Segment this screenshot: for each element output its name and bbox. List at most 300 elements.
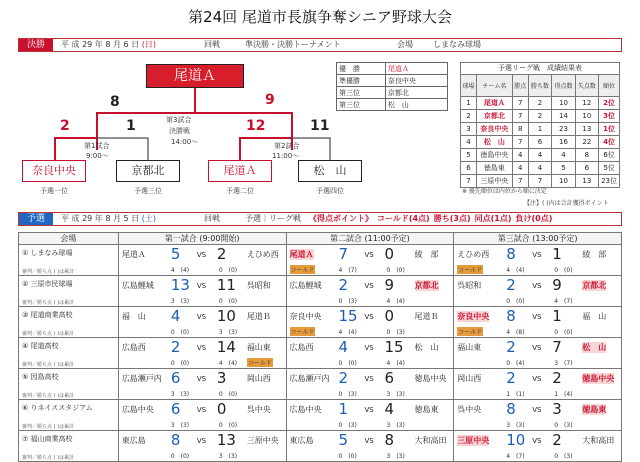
- points-b: 0 (0): [218, 267, 238, 274]
- score-b: 2: [552, 431, 562, 449]
- legend-item: 負け(0点): [515, 214, 553, 223]
- team-b: 徳島東: [582, 405, 607, 414]
- game-cell: [118, 369, 286, 400]
- venue-name: ⑦ 福山商業高校: [22, 435, 73, 443]
- game2-label: 第2試合: [274, 142, 300, 150]
- points-b: 3 (3): [386, 391, 405, 398]
- league-header: 失点数: [575, 75, 598, 97]
- points-b: 4 (7): [554, 298, 573, 305]
- vs-label: VS: [532, 375, 542, 383]
- points-b: 3 (7): [554, 360, 573, 367]
- finals-venue-label: 会場: [397, 40, 413, 49]
- league-title: 予選リーグ戦 成績結果表: [460, 62, 620, 74]
- cold-tag: コールド: [290, 267, 315, 274]
- team-b: 岡山西: [246, 374, 271, 383]
- ranking-row: [337, 87, 448, 99]
- prelim-schedule-table: [18, 232, 622, 462]
- schedule-row: [19, 369, 622, 400]
- league-cell-l: 22: [575, 136, 598, 149]
- league-cell-no: 1: [461, 97, 477, 110]
- points-legend: [309, 213, 556, 225]
- finals-round-value: 準決勝・決勝トーナメント: [245, 40, 341, 49]
- league-cell-l: 12: [575, 97, 598, 110]
- score-b: 9: [384, 276, 395, 294]
- score-b: 2: [552, 369, 562, 387]
- game-cell: [118, 307, 286, 338]
- points-b: 0 (0): [386, 267, 405, 274]
- score-a: 4: [338, 338, 349, 356]
- score-b: 4: [384, 400, 395, 418]
- venue-cell: [19, 431, 119, 462]
- team-b: 綾 部: [414, 250, 439, 259]
- game-cell: [286, 276, 454, 307]
- game-cell: [118, 276, 286, 307]
- prelim-badge: 予選: [19, 213, 53, 225]
- game3-label: 第3試合: [166, 116, 192, 124]
- rank-label: 第三位: [337, 87, 386, 99]
- points-a: 3 (3): [170, 391, 190, 398]
- points-a: 0 (3): [338, 298, 357, 305]
- team-b: 尾道Ｂ: [246, 312, 271, 321]
- points-a: 0 (4): [506, 360, 525, 367]
- points-b: 0 (0): [554, 329, 573, 336]
- score-a: 8: [506, 307, 516, 325]
- league-cell-w: 7: [528, 175, 551, 188]
- league-cell-rank: 4位: [599, 136, 620, 149]
- game2-time: 11:00～: [272, 152, 300, 160]
- league-cell-r: 4: [552, 149, 575, 162]
- team-a: 岡山西: [457, 374, 482, 383]
- league-cell-rank: 6位: [599, 149, 620, 162]
- vs-label: VS: [196, 313, 207, 321]
- points-a: 0 (0): [338, 360, 357, 367]
- schedule-row: [19, 338, 622, 369]
- ranking-row: [337, 75, 448, 87]
- game-cell: [454, 431, 622, 462]
- league-cell-rank: 1位: [599, 123, 620, 136]
- game-cell: [454, 276, 622, 307]
- score-a: 2: [506, 369, 516, 387]
- game-cell: [118, 400, 286, 431]
- team-b: えひめ西: [246, 250, 279, 259]
- page-title: 第24回 尾道市長旗争奪シニア野球大会: [188, 8, 452, 26]
- vs-label: VS: [532, 344, 542, 352]
- game-cell: [118, 431, 286, 462]
- game-cell: [286, 245, 454, 276]
- venue-cell: [19, 245, 119, 276]
- schedule-row: [19, 245, 622, 276]
- venue-name: ⑤ 因島高校: [22, 373, 59, 381]
- score-a: 2: [170, 338, 181, 356]
- score-a: 7: [338, 245, 349, 263]
- points-a: 4 (4): [170, 267, 190, 274]
- champion-box: 尾道Ａ: [146, 64, 244, 88]
- rank-team: 奈良中央: [385, 75, 447, 87]
- league-cell-no: 4: [461, 136, 477, 149]
- team-a: 広島鯉城: [289, 281, 322, 290]
- score-b: 8: [384, 431, 395, 449]
- league-cell-r: 14: [552, 110, 575, 123]
- score-b: 1: [552, 245, 562, 263]
- vs-label: VS: [364, 313, 374, 321]
- score-b: 2: [216, 245, 227, 263]
- team-a: 東広島: [121, 436, 146, 445]
- league-cell-w: 4: [528, 162, 551, 175]
- final-left-score: 8: [110, 94, 120, 110]
- team-a: 奈良中央: [289, 312, 322, 321]
- score-a: 2: [506, 276, 516, 294]
- game-cell: [286, 338, 454, 369]
- team-a: 広島中央: [289, 405, 322, 414]
- league-note-2: 【注】( )内は合計獲得ポイント: [524, 200, 609, 207]
- points-b: 4 (4): [386, 360, 405, 367]
- league-cell-r: 5: [552, 162, 575, 175]
- vs-label: VS: [364, 282, 374, 290]
- game1-left-score: 2: [60, 118, 70, 134]
- team-a: 奈良中央: [457, 312, 490, 321]
- prelim-header: [18, 212, 622, 226]
- score-a: 2: [338, 369, 349, 387]
- league-row: [461, 136, 620, 149]
- venue-name: ④ 尾道高校: [22, 342, 59, 350]
- team-a: 広島瀬戸内: [121, 374, 162, 383]
- venue-footnote: 審判／勝ち点 ( )は累計: [22, 362, 75, 368]
- points-a: 4 (7): [338, 267, 357, 274]
- game2-right-score: 11: [310, 118, 330, 134]
- score-b: 14: [216, 338, 236, 356]
- league-note-1: ※ 優先順位は内位から順に決定: [462, 188, 547, 195]
- schedule-row: [19, 276, 622, 307]
- points-a: 0 (0): [170, 360, 190, 367]
- venue-cell: [19, 400, 119, 431]
- points-b: 3 (3): [218, 453, 238, 460]
- points-b: 3 (3): [386, 422, 405, 429]
- game2-left-score: 12: [246, 118, 266, 134]
- vs-label: VS: [532, 251, 542, 259]
- team-a: 尾道Ａ: [289, 250, 314, 259]
- league-cell-r: 10: [552, 97, 575, 110]
- schedule-row: [19, 400, 622, 431]
- team-a: 広島瀬戸内: [289, 374, 330, 383]
- score-b: 7: [552, 338, 562, 356]
- league-cell-l: 6: [575, 162, 598, 175]
- team-a: 尾道Ａ: [121, 250, 146, 259]
- team-b: 呉中央: [246, 405, 271, 414]
- score-b: 3: [216, 369, 227, 387]
- game-cell: [286, 431, 454, 462]
- points-b: 4 (4): [386, 298, 405, 305]
- score-a: 2: [338, 276, 349, 294]
- score-b: 0: [384, 307, 395, 325]
- vs-label: VS: [196, 375, 207, 383]
- league-cell-l: 8: [575, 149, 598, 162]
- team-a: 福 山: [121, 312, 146, 321]
- team-a: 広島中央: [121, 405, 154, 414]
- team-b: 松 山: [414, 343, 439, 352]
- venue-footnote: 審判／勝ち点 ( )は累計: [22, 269, 75, 275]
- points-a: 3 (3): [506, 422, 525, 429]
- team-a: 福山東: [457, 343, 482, 352]
- finals-date: 平 成 29 年 8 月 6 日 (日): [61, 40, 156, 49]
- points-a: 0 (0): [338, 453, 357, 460]
- league-cell-no: 3: [461, 123, 477, 136]
- schedule-row: [19, 431, 622, 462]
- league-row: [461, 123, 620, 136]
- venue-cell: [19, 276, 119, 307]
- game-cell: [118, 338, 286, 369]
- prelim-round-value: 予選｜リーグ戦: [245, 214, 301, 223]
- points-b: 3 (3): [386, 453, 405, 460]
- team-b: 徳島中央: [582, 374, 615, 383]
- league-cell-pts: 7: [512, 110, 528, 123]
- league-row: [461, 97, 620, 110]
- score-b: 11: [216, 276, 236, 294]
- team-box-1: 奈良中央: [22, 160, 86, 182]
- league-row: [461, 110, 620, 123]
- legend-item: 《得点ポイント》: [309, 214, 373, 223]
- league-cell-team: 徳島中央: [477, 149, 513, 162]
- score-b: 1: [552, 307, 562, 325]
- vs-label: VS: [196, 251, 207, 259]
- league-cell-pts: 8: [512, 123, 528, 136]
- venue-footnote: 審判／勝ち点 ( )は累計: [22, 424, 75, 430]
- points-a: 1 (1): [506, 391, 525, 398]
- vs-label: VS: [364, 437, 374, 445]
- score-a: 8: [506, 245, 516, 263]
- league-cell-l: 10: [575, 110, 598, 123]
- vs-label: VS: [532, 437, 542, 445]
- col-game1: 第一試合 (9:00開始): [118, 233, 286, 245]
- venue-footnote: 審判／勝ち点 ( )は累計: [22, 393, 75, 399]
- score-a: 2: [506, 338, 516, 356]
- venue-name: ② 三原市民球場: [22, 280, 73, 288]
- col-game3: 第三試合 (13:00予定): [454, 233, 622, 245]
- points-b: 0 (0): [218, 298, 238, 305]
- cold-tag: コールド: [290, 329, 315, 336]
- final-ranking-table: [336, 62, 448, 111]
- score-a: 5: [338, 431, 349, 449]
- team-seed-4: 予選四位: [316, 187, 344, 195]
- rank-team: 京都北: [385, 87, 447, 99]
- league-cell-rank: 2位: [599, 97, 620, 110]
- league-cell-l: 13: [575, 123, 598, 136]
- game-cell: [286, 400, 454, 431]
- score-b: 9: [552, 276, 562, 294]
- team-b: 福山東: [246, 343, 271, 352]
- league-header: 球場: [461, 75, 477, 97]
- league-cell-rank: 23位: [599, 175, 620, 188]
- vs-label: VS: [196, 344, 207, 352]
- team-a: 呉昭和: [457, 281, 482, 290]
- points-a: 0 (0): [170, 329, 190, 336]
- prelim-round-label: 回戦: [204, 214, 220, 223]
- cold-tag: コールド: [458, 329, 483, 336]
- vs-label: VS: [532, 406, 542, 414]
- cold-tag: コールド: [458, 267, 483, 274]
- score-a: 15: [338, 307, 358, 325]
- prelim-date: 平 成 29 年 8 月 5 日 (土): [61, 214, 156, 223]
- vs-label: VS: [196, 282, 207, 290]
- league-header: 順位: [599, 75, 620, 97]
- league-cell-pts: 7: [512, 175, 528, 188]
- team-seed-3: 予選二位: [226, 187, 254, 195]
- team-b: 京都北: [582, 281, 607, 290]
- score-a: 10: [506, 431, 526, 449]
- league-cell-w: 2: [528, 110, 551, 123]
- league-header: 勝点: [512, 75, 528, 97]
- score-b: 6: [384, 369, 395, 387]
- vs-label: VS: [532, 313, 542, 321]
- rank-label: 第三位: [337, 99, 386, 111]
- league-cell-team: 松 山: [477, 136, 513, 149]
- venue-cell: [19, 338, 119, 369]
- col-game2: 第二試合 (11:00予定): [286, 233, 454, 245]
- league-cell-w: 2: [528, 97, 551, 110]
- rank-label: 準優勝: [337, 75, 386, 87]
- team-a: えひめ西: [457, 250, 490, 259]
- rank-team: 尾道Ａ: [385, 63, 447, 75]
- schedule-row: [19, 307, 622, 338]
- team-a: 広島西: [289, 343, 314, 352]
- league-cell-no: 7: [461, 175, 477, 188]
- vs-label: VS: [196, 406, 207, 414]
- game-cell: [454, 245, 622, 276]
- venue-footnote: 審判／勝ち点 ( )は累計: [22, 300, 75, 306]
- game1-time: 9:00～: [86, 152, 109, 160]
- score-b: 13: [216, 431, 236, 449]
- score-a: 13: [170, 276, 190, 294]
- league-cell-pts: 7: [512, 136, 528, 149]
- league-cell-team: 尾道Ａ: [477, 97, 513, 110]
- team-b: 呉昭和: [246, 281, 271, 290]
- league-cell-pts: 4: [512, 149, 528, 162]
- points-a: 3 (3): [170, 422, 190, 429]
- points-a: 0 (3): [338, 391, 357, 398]
- league-row: [461, 149, 620, 162]
- points-b: 0 (3): [554, 422, 573, 429]
- venue-cell: [19, 369, 119, 400]
- league-cell-no: 2: [461, 110, 477, 123]
- game1-right-score: 1: [126, 118, 136, 134]
- venue-name: ③ 尾道商業高校: [22, 311, 73, 319]
- score-a: 8: [506, 400, 516, 418]
- game-cell: [454, 338, 622, 369]
- league-cell-no: 6: [461, 162, 477, 175]
- game3-sub: 決勝戦: [169, 127, 190, 135]
- team-b: 大和高田: [582, 436, 615, 445]
- points-b: 3 (3): [218, 329, 238, 336]
- points-a: 4 (4): [506, 267, 525, 274]
- rank-team: 松 山: [385, 99, 447, 111]
- points-a: 0 (0): [170, 453, 190, 460]
- finals-venue-value: しまなみ球場: [433, 40, 481, 49]
- score-a: 1: [338, 400, 349, 418]
- game-cell: [454, 307, 622, 338]
- finals-badge: 決勝: [19, 39, 53, 51]
- col-venue: 会場: [19, 233, 119, 245]
- team-b: 大和高田: [414, 436, 447, 445]
- game-cell: [454, 369, 622, 400]
- vs-label: VS: [364, 406, 374, 414]
- score-a: 4: [170, 307, 181, 325]
- rank-label: 優 勝: [337, 63, 386, 75]
- team-b: 徳島中央: [414, 374, 447, 383]
- points-a: 0 (0): [506, 298, 525, 305]
- team-seed-1: 予選一位: [40, 187, 68, 195]
- league-table: [460, 74, 620, 188]
- points-a: 4 (7): [506, 453, 525, 460]
- league-header: チーム名: [477, 75, 513, 97]
- points-a: 4 (8): [506, 329, 525, 336]
- venue-name: ⑥ りネイススタジアム: [22, 404, 93, 412]
- team-box-3: 尾道Ａ: [208, 160, 272, 182]
- venue-footnote: 審判／勝ち点 ( )は累計: [22, 455, 75, 461]
- score-a: 5: [170, 245, 181, 263]
- league-cell-pts: 7: [512, 97, 528, 110]
- points-a: 4 (4): [338, 329, 357, 336]
- league-cell-team: 奈良中央: [477, 123, 513, 136]
- venue-name: ① しまなみ球場: [22, 249, 73, 257]
- team-box-2: 京都北: [116, 160, 180, 182]
- score-a: 8: [170, 431, 181, 449]
- points-b: 4 (4): [218, 360, 238, 367]
- score-a: 6: [170, 369, 181, 387]
- score-b: 10: [216, 307, 236, 325]
- points-b: 0 (0): [218, 391, 238, 398]
- team-b: 福 山: [582, 312, 607, 321]
- team-box-4: 松 山: [298, 160, 362, 182]
- team-b: 京都北: [414, 281, 439, 290]
- legend-item: 同点(1点): [474, 214, 512, 223]
- game-cell: [286, 369, 454, 400]
- league-cell-w: 6: [528, 136, 551, 149]
- cold-tag: コールド: [247, 360, 272, 367]
- team-b: 松 山: [582, 343, 607, 352]
- ranking-row: [337, 99, 448, 111]
- vs-label: VS: [532, 282, 542, 290]
- score-b: 15: [384, 338, 404, 356]
- score-b: 0: [384, 245, 395, 263]
- team-a: 広島鯉城: [121, 281, 154, 290]
- league-cell-r: 23: [552, 123, 575, 136]
- game1-label: 第1試合: [84, 142, 110, 150]
- points-b: 0 (3): [554, 453, 573, 460]
- team-seed-2: 予選三位: [134, 187, 162, 195]
- league-cell-w: 4: [528, 149, 551, 162]
- team-a: 広島西: [121, 343, 146, 352]
- points-a: 0 (3): [338, 422, 357, 429]
- league-cell-rank: 5位: [599, 162, 620, 175]
- league-cell-l: 13: [575, 175, 598, 188]
- points-a: 3 (3): [170, 298, 190, 305]
- team-a: 東広島: [289, 436, 314, 445]
- vs-label: VS: [196, 437, 207, 445]
- finals-round-label: 回戦: [204, 40, 220, 49]
- vs-label: VS: [364, 251, 374, 259]
- league-cell-rank: 3位: [599, 110, 620, 123]
- team-b: 徳島東: [414, 405, 439, 414]
- league-header: 勝ち数: [528, 75, 551, 97]
- league-cell-team: 京都北: [477, 110, 513, 123]
- league-cell-r: 16: [552, 136, 575, 149]
- venue-footnote: 審判／勝ち点 ( )は累計: [22, 331, 75, 337]
- legend-item: コールド(4点): [377, 214, 430, 223]
- league-cell-team: 徳島東: [477, 162, 513, 175]
- league-header: 得点数: [552, 75, 575, 97]
- game3-time: 14:00～: [171, 138, 199, 146]
- game-cell: [454, 400, 622, 431]
- league-cell-no: 5: [461, 149, 477, 162]
